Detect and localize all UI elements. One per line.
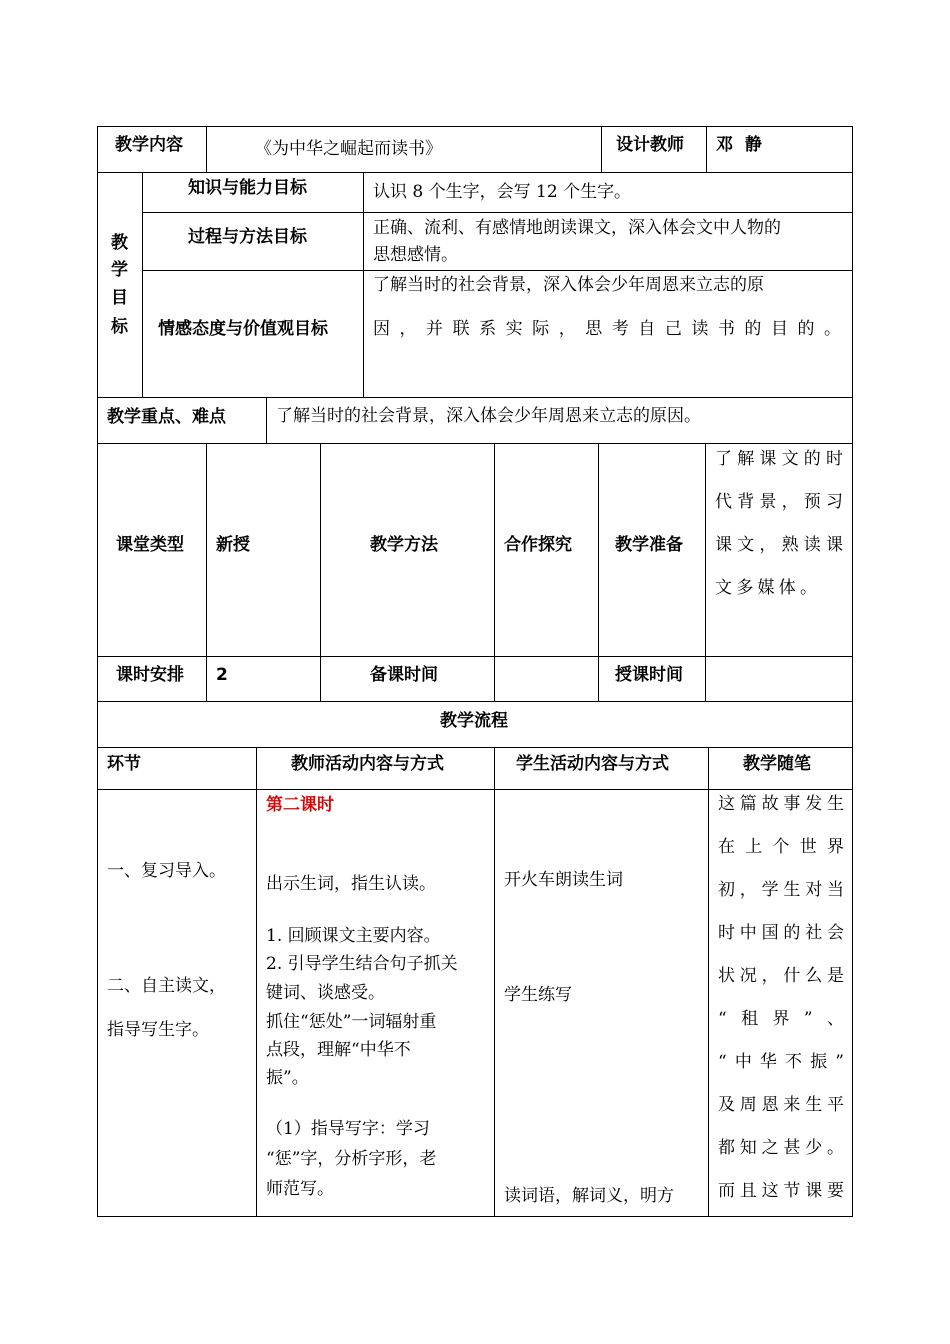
notes-line: [718, 922, 844, 944]
flow-title: 教学流程: [440, 711, 508, 731]
divider: [706, 126, 707, 172]
focus-label: 教学重点、难点: [107, 407, 226, 427]
divider: [206, 126, 207, 172]
goals-section-char: 学: [111, 260, 128, 280]
notes-line-text: 初，学生对当: [718, 880, 844, 900]
knowledge-value: 认识 8 个生字，会写 12 个生字。: [373, 182, 632, 202]
notes-line: [718, 879, 844, 901]
table-bottom-border: [97, 1216, 853, 1217]
notes-line-text: 及周恩来生平: [718, 1095, 844, 1115]
lesson-marker: 第二课时: [266, 795, 334, 815]
emotion-value-line2-text: 因，并联系实际，思考自己读书的目的。: [373, 319, 841, 339]
teacher-activity: 1. 回顾课文主要内容。: [266, 926, 441, 946]
goals-section-char: 教: [111, 233, 128, 253]
knowledge-label: 知识与能力目标: [188, 178, 307, 198]
focus-value: 了解当时的社会背景，深入体会少年周恩来立志的原因。: [276, 406, 701, 426]
notes-line-text: 而且这节课要: [718, 1181, 844, 1201]
divider: [97, 443, 853, 444]
emotion-label: 情感态度与价值观目标: [158, 319, 328, 339]
prep-line-text: 代背景，预习: [715, 492, 843, 512]
divider: [256, 747, 257, 1217]
prep-line-text: 课文，熟读课: [715, 535, 843, 555]
notes-line: [718, 1137, 844, 1159]
teacher-activity: 抓住“惩处”一词辐射重: [266, 1012, 437, 1032]
divider: [97, 656, 853, 657]
notes-line: [718, 1008, 844, 1030]
divider: [494, 443, 495, 701]
notes-line: [718, 1094, 844, 1116]
hours-value: 2: [216, 665, 228, 685]
divider: [142, 270, 853, 271]
col-stage: 环节: [107, 754, 141, 774]
divider: [142, 172, 143, 397]
notes-line-text: 时中国的社会: [718, 923, 844, 943]
teacher-label: 设计教师: [616, 135, 684, 155]
student-activity: 开火车朗读生词: [504, 870, 623, 890]
hours-label: 课时安排: [116, 665, 184, 685]
goals-section-char: 目: [111, 288, 128, 308]
col-student: 学生活动内容与方式: [516, 754, 669, 774]
prep-label: 教学准备: [615, 535, 683, 555]
col-teacher: 教师活动内容与方式: [291, 754, 444, 774]
teacher-activity: 出示生词，指生认读。: [266, 874, 436, 894]
emotion-value-line1: 了解当时的社会背景，深入体会少年周恩来立志的原: [373, 275, 764, 295]
divider: [708, 747, 709, 1217]
divider: [206, 443, 207, 701]
notes-line: [718, 965, 844, 987]
prep-line: [715, 534, 843, 556]
notes-line-text: “租界”、: [718, 1009, 844, 1029]
notes-line-text: 这篇故事发生: [718, 794, 844, 814]
teacher-activity: （1）指导写字：学习: [266, 1119, 430, 1139]
prep-line: [715, 577, 817, 599]
teacher-activity: “惩”字，分析字形，老: [266, 1149, 437, 1169]
method-value: 合作探究: [504, 535, 572, 555]
teach-time-label: 授课时间: [615, 665, 683, 685]
content-label: 教学内容: [115, 135, 183, 155]
stage-2-line2: 指导写生字。: [107, 1020, 209, 1040]
prep-line: [715, 491, 843, 513]
notes-line: [718, 1051, 844, 1073]
prep-line: [715, 448, 843, 470]
notes-line: [718, 1180, 844, 1202]
divider: [598, 443, 599, 701]
divider: [494, 747, 495, 1217]
divider: [97, 747, 853, 748]
content-value: 《为中华之崛起而读书》: [255, 139, 442, 159]
prep-time-label: 备课时间: [370, 665, 438, 685]
class-type-label: 课堂类型: [116, 535, 184, 555]
teacher-activity: 师范写。: [266, 1179, 334, 1199]
emotion-value-line2: [373, 318, 841, 340]
notes-line-text: 在上个世界: [718, 837, 844, 857]
teacher-activity: 2. 引导学生结合句子抓关: [266, 954, 458, 974]
divider: [705, 443, 706, 701]
process-label: 过程与方法目标: [188, 227, 307, 247]
notes-line-text: 都知之甚少。: [718, 1138, 844, 1158]
divider: [363, 172, 364, 397]
process-value-line1: 正确、流利、有感情地朗读课文，深入体会文中人物的: [373, 218, 781, 238]
teacher-activity: 点段，理解“中华不: [266, 1040, 411, 1060]
divider: [97, 701, 853, 702]
notes-line: [718, 836, 844, 858]
divider: [266, 397, 267, 443]
notes-line-text: “中华不振”: [718, 1052, 844, 1072]
divider: [97, 397, 853, 398]
col-notes: 教学随笔: [743, 754, 811, 774]
goals-section-char: 标: [111, 317, 128, 337]
process-value-line2: 思想感情。: [373, 245, 458, 265]
method-label: 教学方法: [370, 535, 438, 555]
table-top-border: [97, 126, 853, 127]
prep-line-text: 了解课文的时: [715, 449, 843, 469]
table-left-border: [97, 126, 98, 1217]
table-right-border: [852, 126, 853, 1217]
stage-1: 一、复习导入。: [107, 861, 226, 881]
divider: [142, 212, 853, 213]
notes-line: [718, 793, 844, 815]
stage-2-line1: 二、自主读文，: [107, 976, 226, 996]
student-activity: 读词语，解词义，明方: [504, 1186, 674, 1206]
divider: [320, 443, 321, 701]
divider: [601, 126, 602, 172]
student-activity: 学生练写: [504, 985, 572, 1005]
notes-line-text: 状况，什么是: [718, 966, 844, 986]
teacher-value: 邓 静: [716, 135, 762, 155]
divider: [97, 789, 853, 790]
class-type-value: 新授: [216, 535, 250, 555]
prep-line-text: 文多媒体。: [715, 578, 817, 598]
divider: [97, 172, 853, 173]
teacher-activity: 键词、谈感受。: [266, 983, 385, 1003]
teacher-activity: 振”。: [266, 1068, 309, 1088]
